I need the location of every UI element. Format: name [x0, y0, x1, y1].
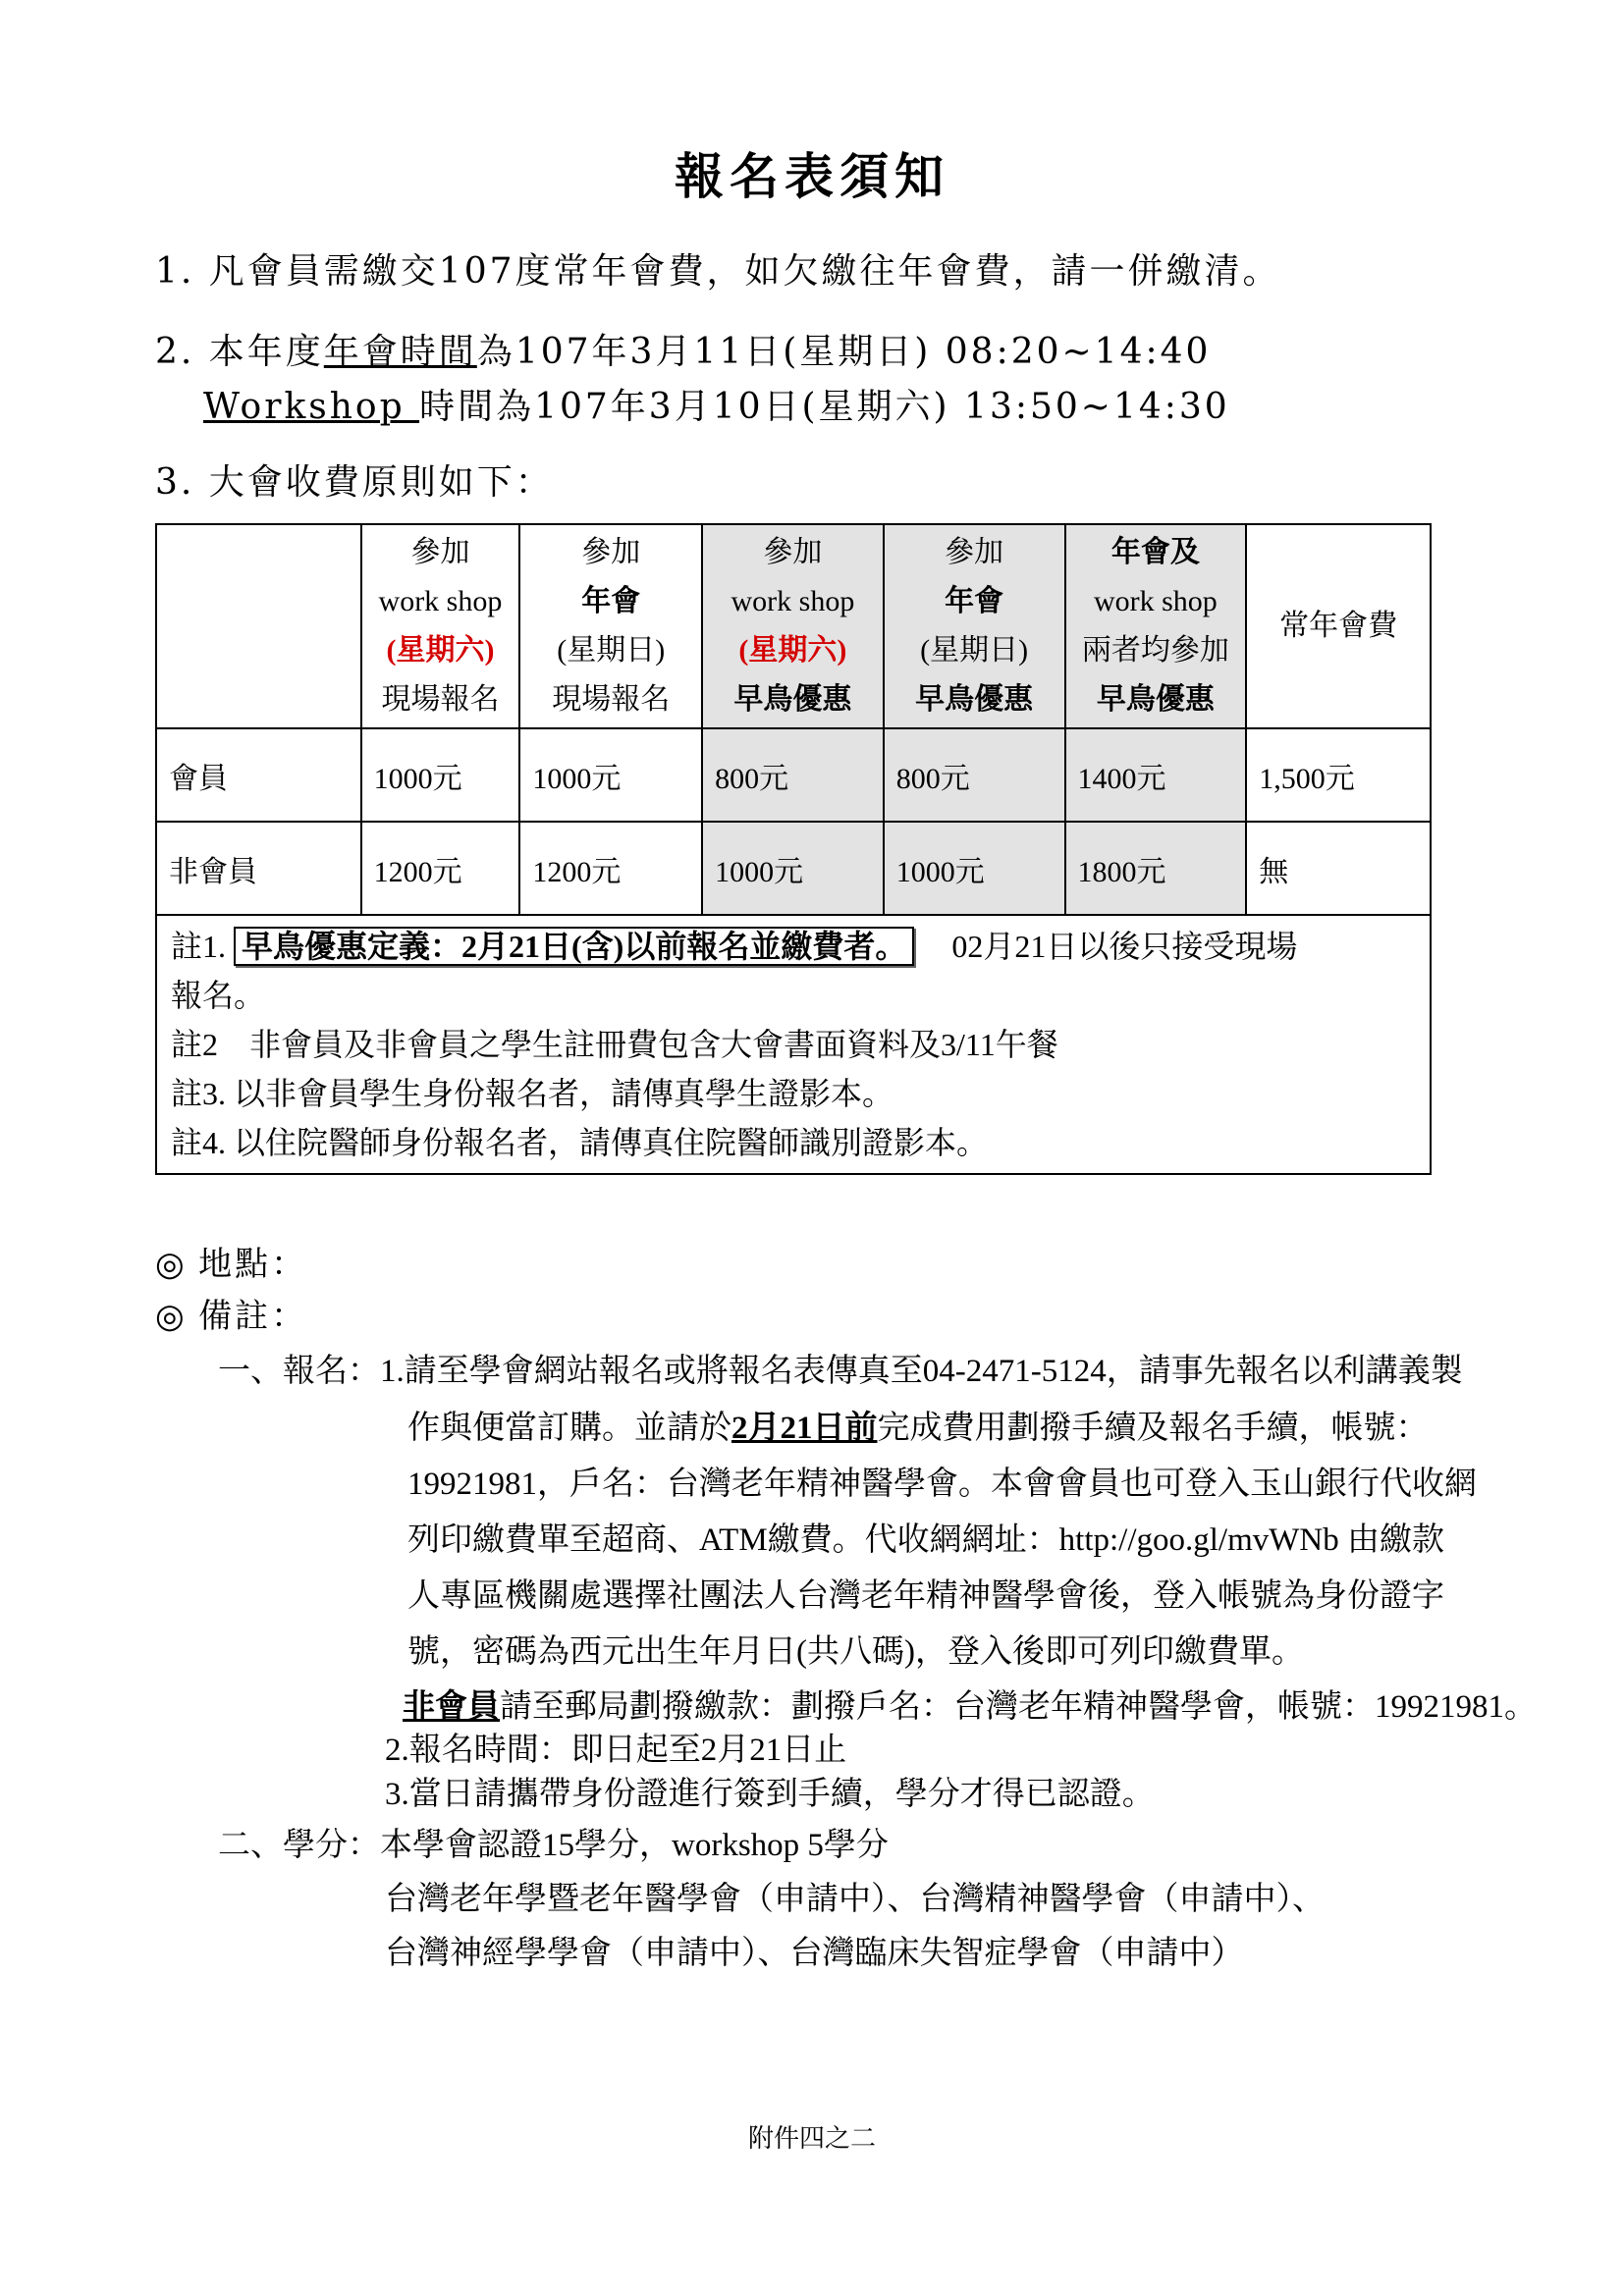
header-ws-earlybird	[702, 524, 884, 728]
workshop-underline: Workshop	[203, 387, 420, 427]
workshop-rest: 時間為107年3月10日(星期六) 13:50~14:30	[419, 387, 1230, 427]
notes-row	[156, 915, 1431, 1174]
cell-value: 1400元	[1065, 728, 1247, 822]
cell-value: 1800元	[1065, 822, 1247, 915]
cell-value: 1000元	[361, 728, 520, 822]
page-title: 報名表須知	[675, 147, 949, 205]
header-line: 常年會費	[1279, 610, 1398, 642]
header-line: 兩者均參加	[1081, 634, 1229, 667]
item-2	[155, 324, 1211, 374]
header-line: 現場報名	[552, 683, 671, 716]
cell-value: 1,500元	[1246, 728, 1431, 822]
item-2-prefix: 2. 本年度	[155, 332, 324, 372]
note-1-rest: 02月21日以後只接受現場	[951, 929, 1298, 964]
note-4: 註4. 以住院醫師身份報名者，請傳真住院醫師識別證影本。	[171, 1125, 989, 1160]
table-row	[156, 822, 1431, 915]
header-line: 參加	[763, 536, 823, 568]
row-label: 非會員	[156, 822, 361, 915]
registration-text: 1.請至學會網站報名或將報名表傳真至04-2471-5124，請事先報名以利講義製	[380, 1354, 1463, 1389]
early-bird-definition: 早鳥優惠定義：2月21日(含)以前報名並繳費者。	[234, 927, 914, 966]
cell-value: 1000元	[884, 822, 1065, 915]
page-footer: 附件四之二	[747, 2124, 876, 2153]
header-line: 早鳥優惠	[915, 683, 1034, 716]
header-annual-dues	[1246, 524, 1431, 728]
credits-line-1	[218, 1819, 889, 1865]
note-2: 註2 非會員及非會員之學生註冊費包含大會書面資料及3/11午餐	[171, 1027, 1058, 1062]
credits-text: 本學會認證15學分，workshop 5學分	[380, 1828, 889, 1863]
note-1	[171, 922, 1416, 971]
header-line: (星期六)	[386, 634, 495, 667]
header-annual-earlybird	[884, 524, 1065, 728]
header-annual-onsite	[519, 524, 702, 728]
registration-text: 完成費用劃撥手續及報名手續，帳號：	[877, 1411, 1429, 1446]
cell-value: 無	[1246, 822, 1431, 915]
cell-value: 800元	[702, 728, 884, 822]
cell-value: 800元	[884, 728, 1065, 822]
registration-heading: 一、報名：	[218, 1354, 380, 1389]
header-line: 參加	[945, 536, 1004, 568]
credits-line-2: 台灣老年學暨老年醫學會（申請中）、台灣精神醫學會（申請中）、	[385, 1882, 1325, 1917]
notes-cell	[156, 915, 1431, 1174]
header-both-earlybird	[1065, 524, 1247, 728]
registration-line-8: 2.報名時間：即日起至2月21日止	[385, 1733, 847, 1768]
item-2-underline: 年會時間	[323, 332, 477, 372]
note-3: 註3. 以非會員學生身份報名者，請傳真學生證影本。	[171, 1076, 894, 1111]
cell-value: 1000元	[519, 728, 702, 822]
remarks-label: ◎ 備註：	[155, 1299, 308, 1335]
header-ws-onsite	[361, 524, 520, 728]
header-line: 現場報名	[381, 683, 500, 716]
registration-line-5: 人專區機關處選擇社團法人台灣老年精神醫學會後，登入帳號為身份證字	[407, 1578, 1444, 1614]
cell-value: 1000元	[702, 822, 884, 915]
header-line: work shop	[731, 585, 855, 617]
non-member-label: 非會員	[403, 1689, 500, 1725]
header-line: 年會及	[1110, 536, 1200, 568]
item-2-rest: 為107年3月11日(星期日) 08:20~14:40	[476, 332, 1212, 372]
row-label: 會員	[156, 728, 361, 822]
header-line: 參加	[410, 536, 470, 568]
header-line: 年會	[945, 585, 1004, 617]
registration-line-3: 19921981，戶名：台灣老年精神醫學會。本會會員也可登入玉山銀行代收網	[407, 1467, 1477, 1502]
item-3: 3. 大會收費原則如下：	[155, 462, 554, 503]
header-line: 參加	[581, 536, 641, 568]
item-2-workshop	[203, 379, 1230, 429]
header-line: (星期日)	[557, 634, 666, 667]
location-label: ◎ 地點：	[155, 1247, 308, 1283]
credits-heading: 二、學分：	[218, 1828, 380, 1863]
registration-line-2	[407, 1402, 1429, 1448]
registration-line-9: 3.當日請攜帶身份證進行簽到手續，學分才得已認證。	[385, 1777, 1155, 1812]
header-line: (星期日)	[920, 634, 1029, 667]
registration-line-6: 號，密碼為西元出生年月日(共八碼)，登入後即可列印繳費單。	[407, 1634, 1304, 1670]
registration-line-4: 列印繳費單至超商、ATM繳費。代收網網址：http://goo.gl/mvWNb 由繳款	[407, 1522, 1444, 1558]
registration-text: 請至郵局劃撥繳款：劃撥戶名：台灣老年精神醫學會，帳號：19921981。	[500, 1689, 1537, 1725]
table-row	[156, 728, 1431, 822]
credits-line-3: 台灣神經學學會（申請中）、台灣臨床失智症學會（申請中）	[385, 1936, 1244, 1971]
header-line: 年會	[581, 585, 641, 617]
registration-text: 作與便當訂購。並請於	[407, 1411, 731, 1446]
fee-table-header-row	[156, 524, 1431, 728]
cell-value: 1200元	[361, 822, 520, 915]
header-line: 早鳥優惠	[733, 683, 852, 716]
registration-line-7	[403, 1681, 1537, 1727]
note-1-prefix: 註1.	[171, 929, 227, 964]
deadline-date: 2月21日前	[731, 1411, 878, 1446]
cell-value: 1200元	[519, 822, 702, 915]
item-1: 1. 凡會員需繳交107度常年會費，如欠繳往年會費，請一併繳清。	[155, 251, 1281, 292]
registration-line-1	[218, 1345, 1463, 1391]
header-line: (星期六)	[738, 634, 847, 667]
header-line: work shop	[378, 585, 503, 617]
header-line: 早鳥優惠	[1096, 683, 1215, 716]
fee-table	[155, 523, 1432, 1175]
note-1-cont: 報名。	[171, 978, 266, 1013]
header-line: work shop	[1093, 585, 1218, 617]
header-empty-cell	[156, 524, 361, 728]
